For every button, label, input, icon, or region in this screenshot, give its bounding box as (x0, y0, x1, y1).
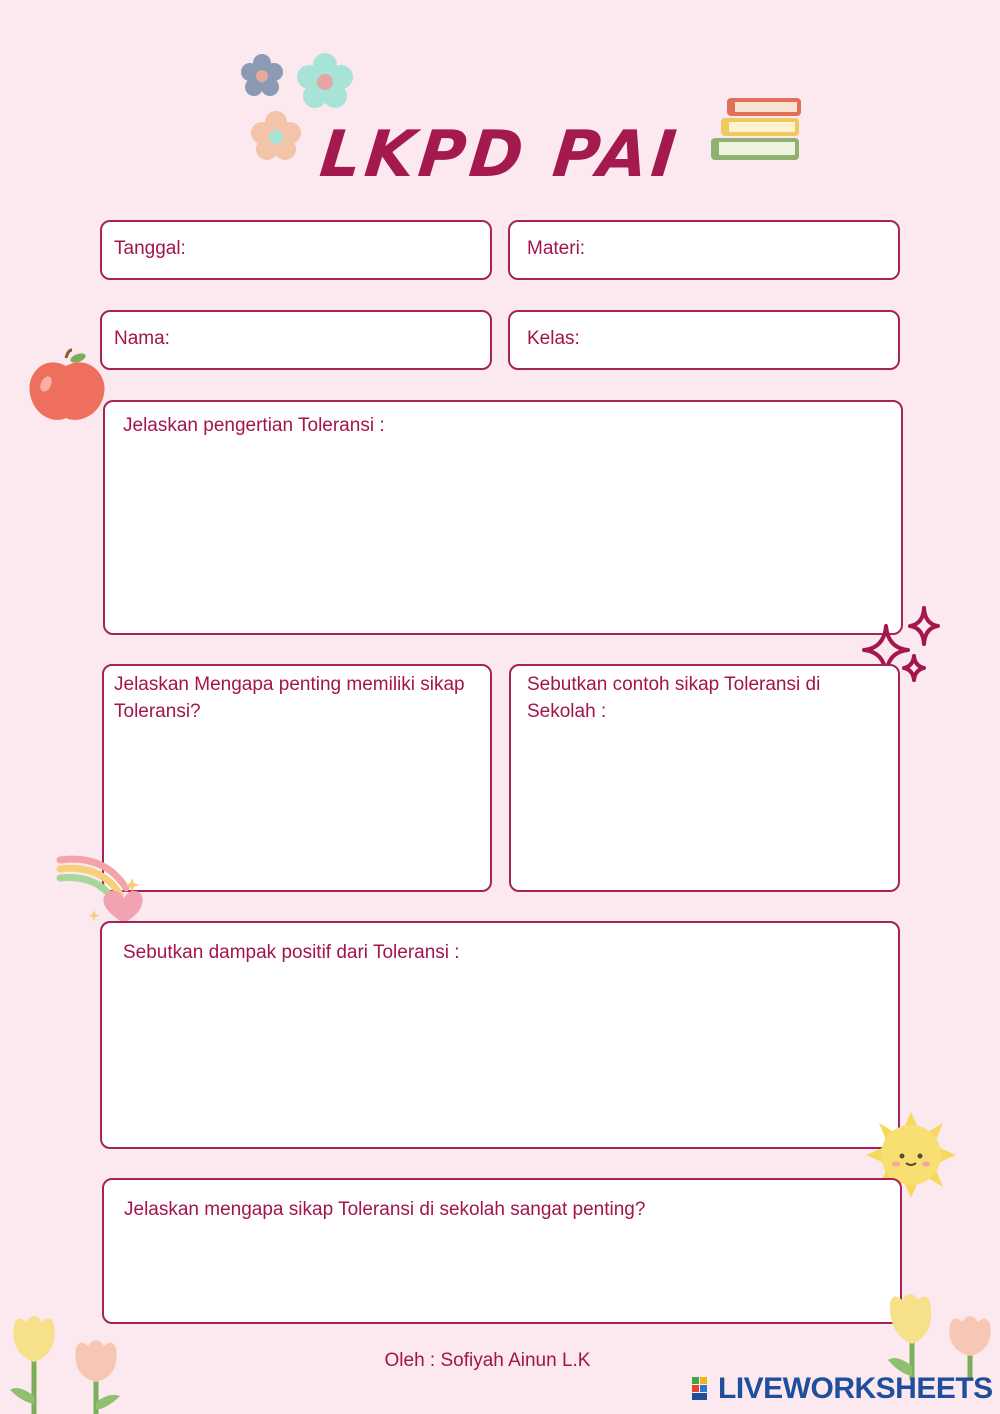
nama-label: Nama: (114, 328, 170, 349)
kelas-label: Kelas: (527, 328, 580, 349)
page-title: LKPD PAI (316, 118, 684, 192)
tanggal-field[interactable] (100, 220, 492, 280)
question-mengapa: Jelaskan Mengapa penting memiliki sikap Toleransi? (114, 674, 465, 722)
liveworksheets-logo-icon (692, 1377, 716, 1401)
question-pengertian: Jelaskan pengertian Toleransi : (123, 415, 385, 436)
answer-box-penting[interactable] (102, 1178, 902, 1324)
question-contoh: Sebutkan contoh sikap Toleransi di Sekolah : (527, 674, 821, 722)
tanggal-label: Tanggal: (114, 238, 186, 259)
answer-box-pengertian[interactable] (103, 400, 903, 635)
liveworksheets-watermark[interactable]: LIVEWORKSHEETS (718, 1372, 993, 1405)
kelas-field[interactable] (508, 310, 900, 370)
question-dampak: Sebutkan dampak positif dari Toleransi : (123, 942, 460, 963)
answer-box-contoh[interactable] (509, 664, 900, 892)
apple-icon (24, 348, 108, 426)
rainbow-heart-icon (54, 852, 148, 926)
nama-field[interactable] (100, 310, 492, 370)
materi-label: Materi: (527, 238, 586, 259)
question-penting: Jelaskan mengapa sikap Toleransi di sekolah sangat penting? (124, 1199, 646, 1220)
answer-box-dampak[interactable] (100, 921, 900, 1149)
author-credit: Oleh : Sofiyah Ainun L.K (384, 1350, 591, 1371)
answer-box-mengapa[interactable] (102, 664, 492, 892)
materi-field[interactable] (508, 220, 900, 280)
